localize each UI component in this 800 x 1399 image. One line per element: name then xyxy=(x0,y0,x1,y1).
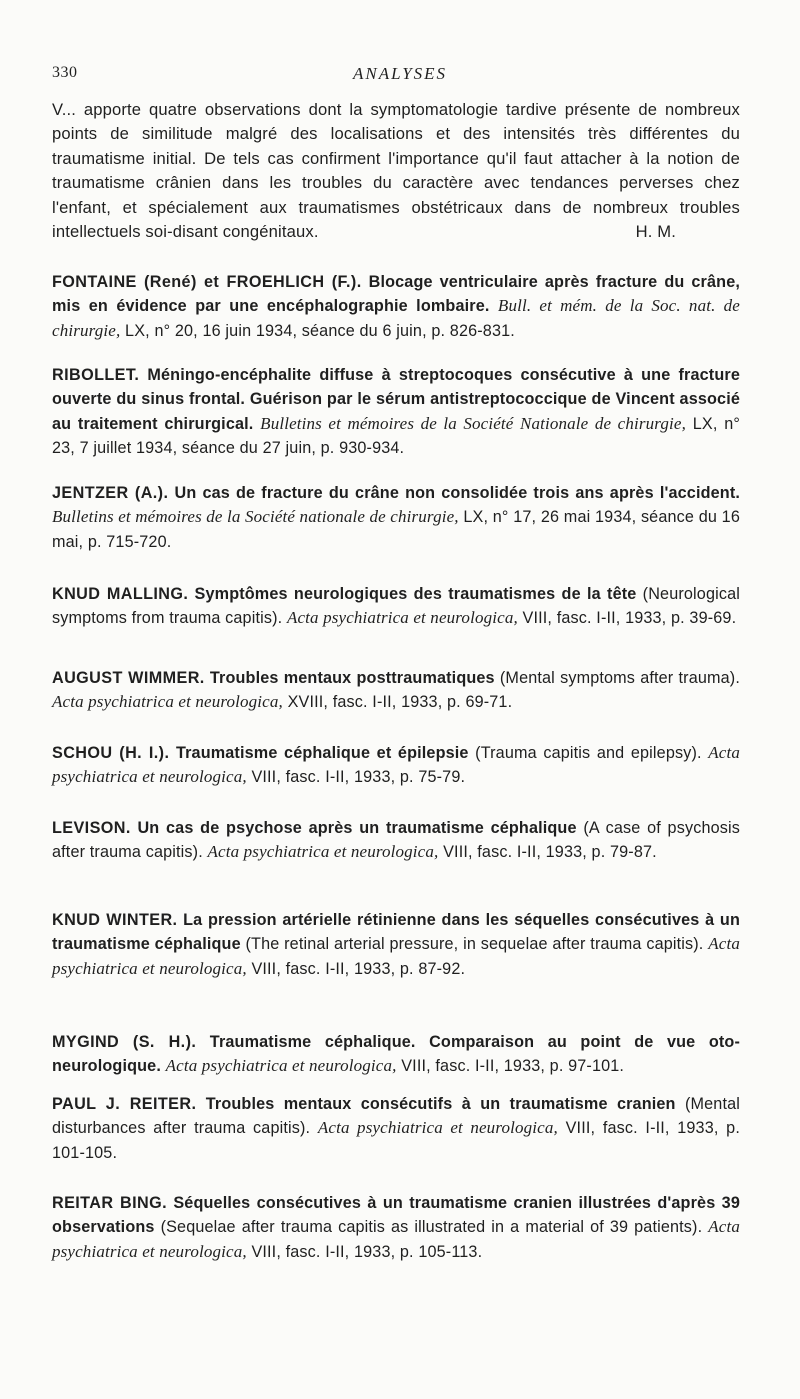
entry-journal: Acta psychiatrica et neurologica, xyxy=(52,934,740,978)
entry-author: KNUD MALLING. xyxy=(52,585,189,603)
bibliography-entry xyxy=(52,270,740,343)
entry-author: REITAR BING. xyxy=(52,1194,168,1212)
entry-author: RIBOLLET. xyxy=(52,366,140,384)
bibliography-entry xyxy=(52,363,740,461)
entry-details: VIII, fasc. I-II, 1933, p. 79-87. xyxy=(443,843,657,862)
entry-journal: Acta psychiatrica et neurologica, xyxy=(165,1056,397,1076)
entry-details: VIII, fasc. I-II, 1933, p. 97-101. xyxy=(401,1057,625,1076)
entry-details: VIII, fasc. I-II, 1933, p. 87-92. xyxy=(251,959,466,978)
entry-journal: Bulletins et mémoires de la Société nationale de chirurgie, xyxy=(52,507,459,527)
entry-author: FONTAINE (René) et FROEHLICH (F.). xyxy=(52,273,362,291)
entry-details: VIII, fasc. I-II, 1933, p. 105-113. xyxy=(251,1242,483,1261)
entry-title: Traumatisme céphalique. Comparaison au point de vue oto-neurologique. xyxy=(52,1033,740,1076)
entry-journal: Bull. et mém. de la Soc. nat. de chirurgie, xyxy=(52,296,740,340)
entry-title: Traumatisme céphalique et épilepsie xyxy=(175,744,469,762)
bibliography-entry xyxy=(52,1191,740,1264)
entry-title: Séquelles consécutives à un traumatisme cranien illustrées d'après 39 observations xyxy=(52,1194,740,1237)
entry-author: JENTZER (A.). xyxy=(52,484,169,502)
entry-details: LX, n° 20, 16 juin 1934, séance du 6 juin, p. 826-831. xyxy=(125,321,515,340)
bibliography-entry xyxy=(52,741,740,790)
bibliography-entry xyxy=(52,582,740,631)
entry-title: La pression artérielle rétinienne dans les séquelles consécutives à un traumatisme céphalique xyxy=(52,911,740,954)
entry-translation: (Sequelae after trauma capitis as illustrated in a material of 39 patients). xyxy=(160,1218,703,1237)
entry-title: Un cas de psychose après un traumatisme céphalique xyxy=(137,819,577,837)
intro-text: V... apporte quatre observations dont la symptomatologie tardive présente de nombreux points de similitude malgré des localisations et des intensités très différentes du traumatisme initial. De tels cas confirment l'importance qu'il faut attacher à la notion de traumatisme crânien dans les troubles du caractère avec tendances perverses chez l'enfant, et spécialement aux traumatismes obstétricaux dans de nombreux troubles intellectuels soi-disant congénitaux. xyxy=(52,100,740,242)
entry-journal: Acta psychiatrica et neurologica, xyxy=(207,842,439,862)
entry-journal: Acta psychiatrica et neurologica, xyxy=(286,608,518,628)
entry-translation: (Neurological symptoms from trauma capitis). xyxy=(52,585,740,628)
entry-title: Méningo-encéphalite diffuse à streptocoques consécutive à une fracture ouverte du sinus frontal. Guérison par le sérum antistreptococcique de Vincent associé au traitement chirurgical. xyxy=(52,366,740,433)
page-number: 330 xyxy=(52,64,78,81)
running-title: ANALYSES xyxy=(352,64,448,83)
entry-author: PAUL J. REITER. xyxy=(52,1095,197,1113)
entry-translation: (Mental symptoms after trauma). xyxy=(499,669,740,687)
entry-details: VIII, fasc. I-II, 1933, p. 75-79. xyxy=(251,768,466,787)
entry-details: XVIII, fasc. I-II, 1933, p. 69-71. xyxy=(287,693,513,712)
entry-journal: Acta psychiatrica et neurologica, xyxy=(52,743,740,787)
entry-details: VIII, fasc. I-II, 1933, p. 101-105. xyxy=(52,1119,740,1162)
entry-title: Troubles mentaux consécutifs à un traumatisme cranien xyxy=(205,1095,676,1113)
entry-journal: Bulletins et mémoires de la Société Nationale de chirurgie, xyxy=(260,413,687,433)
bibliography-entry xyxy=(52,908,740,981)
intro-paragraph xyxy=(52,98,740,244)
bibliography-entry xyxy=(52,481,740,554)
entry-author: KNUD WINTER. xyxy=(52,911,178,929)
intro-signature: H. M. xyxy=(635,222,676,242)
entry-journal: Acta psychiatrica et neurologica, xyxy=(52,692,283,712)
entry-title: Symptômes neurologiques des traumatismes de la tête xyxy=(194,585,637,603)
entry-author: AUGUST WIMMER. xyxy=(52,669,205,687)
entry-translation: (A case of psychosis after trauma capitis). xyxy=(52,819,740,862)
entry-title: Blocage ventriculaire après fracture du crâne, mis en évidence par une encéphalographie lombaire. xyxy=(52,273,740,316)
entry-details: LX, n° 17, 26 mai 1934, séance du 16 mai, p. 715-720. xyxy=(52,508,740,551)
entry-translation: (Mental disturbances after trauma capitis). xyxy=(52,1095,740,1138)
bibliography-entry xyxy=(52,816,740,865)
entry-details: VIII, fasc. I-II, 1933, p. 39-69. xyxy=(522,609,737,628)
bibliography-entry xyxy=(52,666,740,715)
entry-journal: Acta psychiatrica et neurologica, xyxy=(317,1118,558,1138)
bibliography-entry xyxy=(52,1092,740,1165)
entry-details: LX, n° 23, 7 juillet 1934, séance du 27 juin, p. 930-934. xyxy=(52,414,740,458)
entry-translation: (Trauma capitis and epilepsy). xyxy=(475,744,702,762)
entry-translation: (The retinal arterial pressure, in sequelae after trauma capitis). xyxy=(245,935,704,954)
entry-author: LEVISON. xyxy=(52,819,131,837)
page-header xyxy=(52,64,748,88)
entry-title: Un cas de fracture du crâne non consolidée trois ans après l'accident. xyxy=(174,484,741,502)
entry-title: Troubles mentaux posttraumatiques xyxy=(209,669,495,687)
entry-author: SCHOU (H. I.). xyxy=(52,744,170,762)
entry-author: MYGIND (S. H.). xyxy=(52,1033,197,1051)
entry-journal: Acta psychiatrica et neurologica, xyxy=(52,1217,741,1261)
bibliography-entry xyxy=(52,1030,740,1079)
